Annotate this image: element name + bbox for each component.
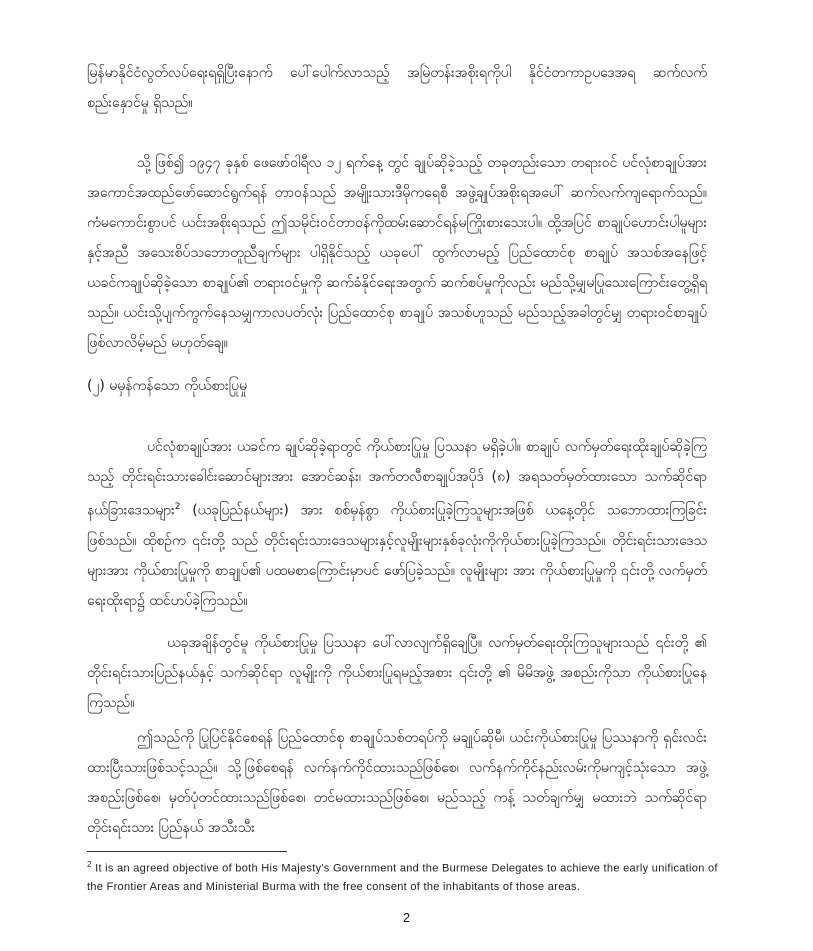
paragraph-2: သို့ ဖြစ်၍ ၁၉၄၇ ခုနှစ် ဖေဖော်ဝါရီလ ၁၂ ရက်နေ့ တွင် ချုပ်ဆိုခဲ့သည့် တခုတည်းသော တရားဝင် ပင်လုံစာချုပ်အား အကောင်အထည်ဖော်ဆောင်ရွက်ရန် တာဝန်သည် အမျိုးသားဒီမိုကရေစီ အဖွဲ့ချုပ်အစိုးရအပေါ် ဆက်လက်ကျရောက်သည်။ ကံမကောင်းစွာပင် ယင်းအစိုးရသည် ဤသမိုင်းဝင်တာဝန်ကိုထမ်းဆောင်ရန်မကြိုးစားသေးပါ။ ထို့အပြင် စာချုပ်ဟောင်းပါမူများနှင့်အညီ အသေးစိပ်သဘောတူညီချက်များ ပါရှိနိုင်သည့် ယခုပေါ် ထွက်လာမည့် ပြည်ထောင်စု စာချုပ် အသစ်အနေဖြင့် ယခင်ကချုပ်ဆိုခဲ့သော စာချုပ်၏ တရားဝင်မှုကို ဆက်ခံနိုင်ရေးအတွက် ဆက်စပ်မှုကိုလည်း မည်သို့မျှမပြုသေးကြောင်းတွေ့ရှိရသည်။ ယင်းသို့ပျက်ကွက်နေသမျှကာလပတ်လုံး ပြည်ထောင်စု စာချုပ် အသစ်ဟူသည် မည်သည့်အခါတွင်မျှ တရားဝင်စာချုပ်ဖြစ်လာလိမ့်မည် မဟုတ်ချေ။	[87, 155, 707, 351]
paragraph-3-part-a: ပင်လုံစာချုပ်အား ယခင်က ချုပ်ဆိုခဲ့ရာတွင် ကိုယ်စားပြုမှု ပြဿနာ မရှိခဲ့ပါ။ စာချုပ် လက်မှတ်ရေးထိုးချုပ်ဆိုခဲ့ကြသည့် တိုင်းရင်းသားခေါင်းဆောင်များအား အောင်ဆန်း၊ အက်တလီစာချုပ်အပိုဒ် (၈) အရသတ်မှတ်ထားသော သက်ဆိုင်ရာနယ်ခြားဒေသများ	[87, 439, 707, 519]
footnote-divider	[87, 851, 287, 852]
section-heading: (၂) မမှန်ကန်သော ကိုယ်စားပြုမှု	[87, 378, 248, 394]
paragraph-4: ယခုအချိန်တွင်မူ ကိုယ်စားပြုမှု ပြဿနာ ပေါ်လာလျက်ရှိချေပြီ။ လက်မှတ်ရေးထိုးကြသူများသည် ၎င်းတို့ ၏ တိုင်းရင်းသားပြည်နယ်နှင့် သက်ဆိုင်ရာ လူမျိုးကို ကိုယ်စားပြုရမည့်အစား ၎င်းတို့ ၏ မိမိအဖွဲ့ အစည်းကိုသာ ကိုယ်စားပြုနေကြသည်။	[87, 635, 707, 711]
footnote-text: It is an agreed objective of both His Majesty's Government and the Burmese Delegates to achieve the early unification of the Frontier Areas and Ministerial Burma with the free consent of the inhabitants of those areas.	[87, 862, 718, 893]
paragraph-3-part-b: (ယခုပြည်နယ်များ) အား စစ်မှန်စွာ ကိုယ်စားပြုခဲ့ကြသူများအဖြစ် ယနေ့တိုင် သဘောထားကြခြင်းဖြစ်သည်။ ထိုစဉ်က ၎င်းတို့ သည် တိုင်းရင်းသားဒေသများနှင့်လူမျိုးများနှစ်ခုလုံးကိုကိုယ်စားပြုခဲ့ကြသည်။ တိုင်းရင်းသားဒေသများအား ကိုယ်စားပြုမှုကို စာချုပ်၏ ပထမစာကြောင်းမှာပင် ဖော်ပြခဲ့သည်။ လူမျိုးများ အား ကိုယ်စားပြုမှုကို ၎င်းတို့ လက်မှတ်ရေးထိုးရာ၌ ထင်ဟပ်ခဲ့ကြသည်။	[87, 502, 707, 609]
footnote	[87, 856, 727, 896]
paragraph-1: မြန်မာနိုင်ငံလွတ်လပ်ရေးရရှိပြီးနောက် ပေါ်ပေါက်လာသည့် အမြဲတန်းအစိုးရကိုပါ နိုင်ငံတကာဥပဒေအရ ဆက်လက်စည်းနှောင်မှု ရှိသည်။	[87, 65, 707, 111]
footnote-reference[interactable]: 2	[174, 502, 181, 512]
footnote-number: 2	[87, 860, 92, 869]
paragraph-3	[87, 432, 707, 616]
paragraph-5: ဤသည်ကို ပြုပြင်နိုင်စေရန် ပြည်ထောင်စု စာချုပ်သစ်တရပ်ကို မချုပ်ဆိုမီ၊ ယင်းကိုယ်စားပြုမှု ပြဿနာကို ရှင်းလင်းထားပြီးသားဖြစ်သင့်သည်။ သို့ဖြစ်စေရန် လက်နက်ကိုင်ထားသည်ဖြစ်စေ၊ လက်နက်ကိုင်နည်းလမ်းကိုမကျင့်သုံးသော အဖွဲ့ အစည်းဖြစ်စေ၊ မှတ်ပုံတင်ထားသည်ဖြစ်စေ၊ တင်မထားသည်ဖြစ်စေ၊ မည်သည့် ကန့် သတ်ချက်မျှ မထားဘဲ သက်ဆိုင်ရာ တိုင်းရင်းသား ပြည်နယ် အသီးသီး	[87, 730, 707, 836]
page-number: 2	[402, 910, 411, 925]
